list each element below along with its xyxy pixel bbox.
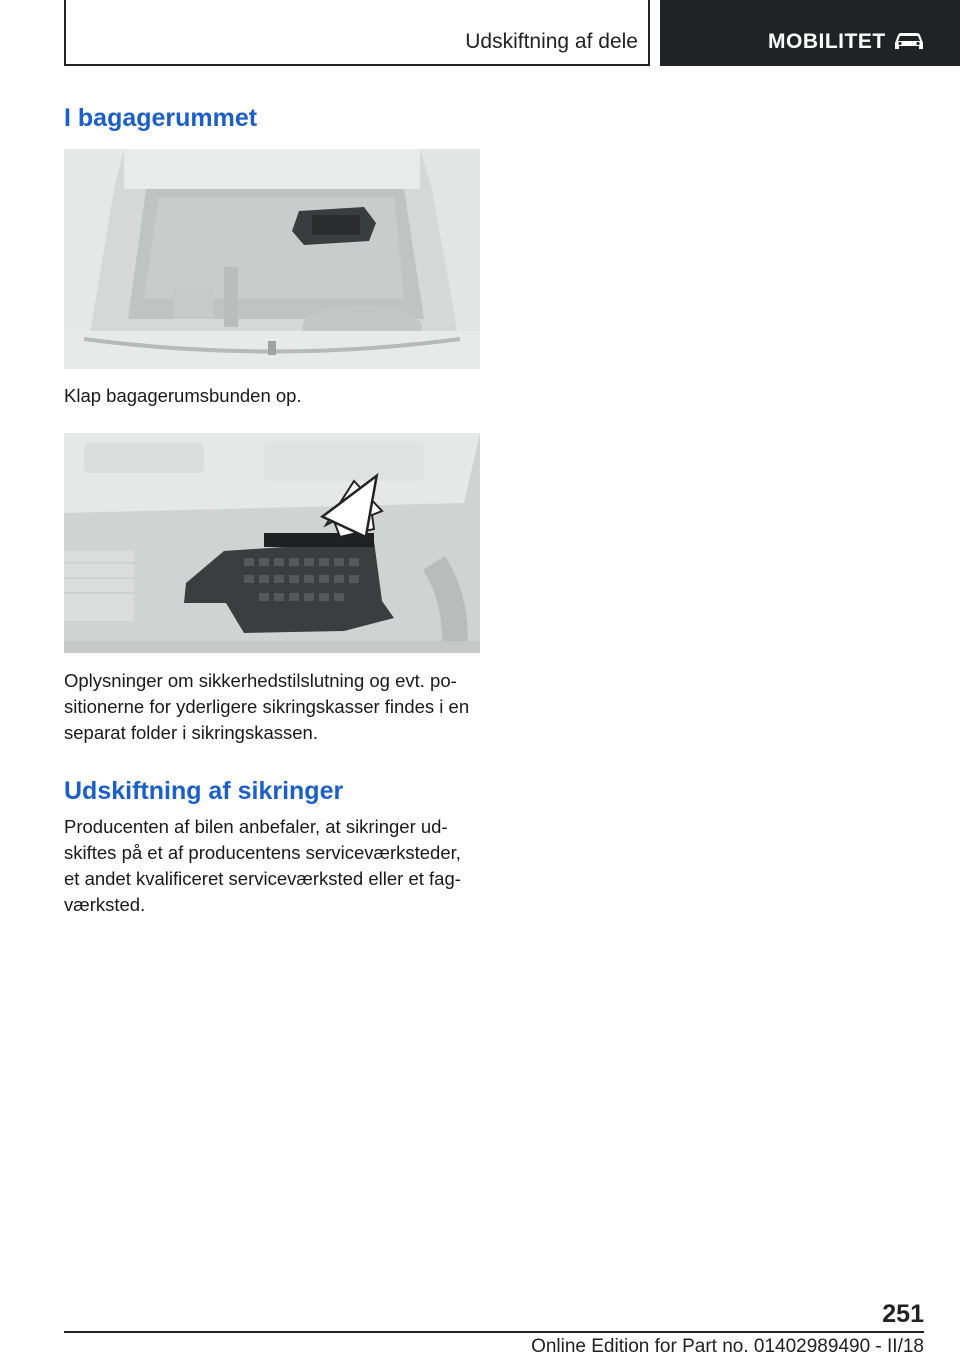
- trunk-floor-photo: [64, 149, 480, 369]
- heading-i-bagagerummet: I bagagerummet: [64, 104, 258, 132]
- heading-udskiftning-af-sikringer: Udskiftning af sikringer: [64, 777, 344, 805]
- page-number: 251: [882, 1300, 924, 1328]
- figure1-caption: Klap bagagerumsbunden op.: [64, 385, 302, 406]
- chapter-tab[interactable]: [660, 0, 960, 66]
- text-line: Oplysninger om sikkerhedstilslutning og evt. po-: [64, 670, 457, 691]
- replacement-text: [64, 814, 484, 918]
- text-line: skiftes på et af producentens serviceværksteder,: [64, 842, 461, 863]
- text-line: Producenten af bilen anbefaler, at sikringer ud-: [64, 816, 448, 837]
- text-line: værksted.: [64, 894, 146, 915]
- fuse-info-text: [64, 668, 484, 746]
- text-line: separat folder i sikringskassen.: [64, 722, 318, 743]
- car-icon: [892, 30, 926, 52]
- header-rule-bottom: [64, 64, 650, 66]
- chapter-label: MOBILITET: [768, 30, 886, 53]
- fuse-box-photo: [64, 433, 480, 653]
- footer-rule: [64, 1331, 924, 1333]
- text-line: sitionerne for yderligere sikringskasser findes i en: [64, 696, 470, 717]
- edition-text: Online Edition for Part no. 01402989490 - II/18: [531, 1336, 924, 1357]
- header-rule-mid: [648, 0, 650, 66]
- text-line: et andet kvalificeret serviceværksted eller et fag-: [64, 868, 461, 889]
- section-title: Udskiftning af dele: [465, 30, 638, 53]
